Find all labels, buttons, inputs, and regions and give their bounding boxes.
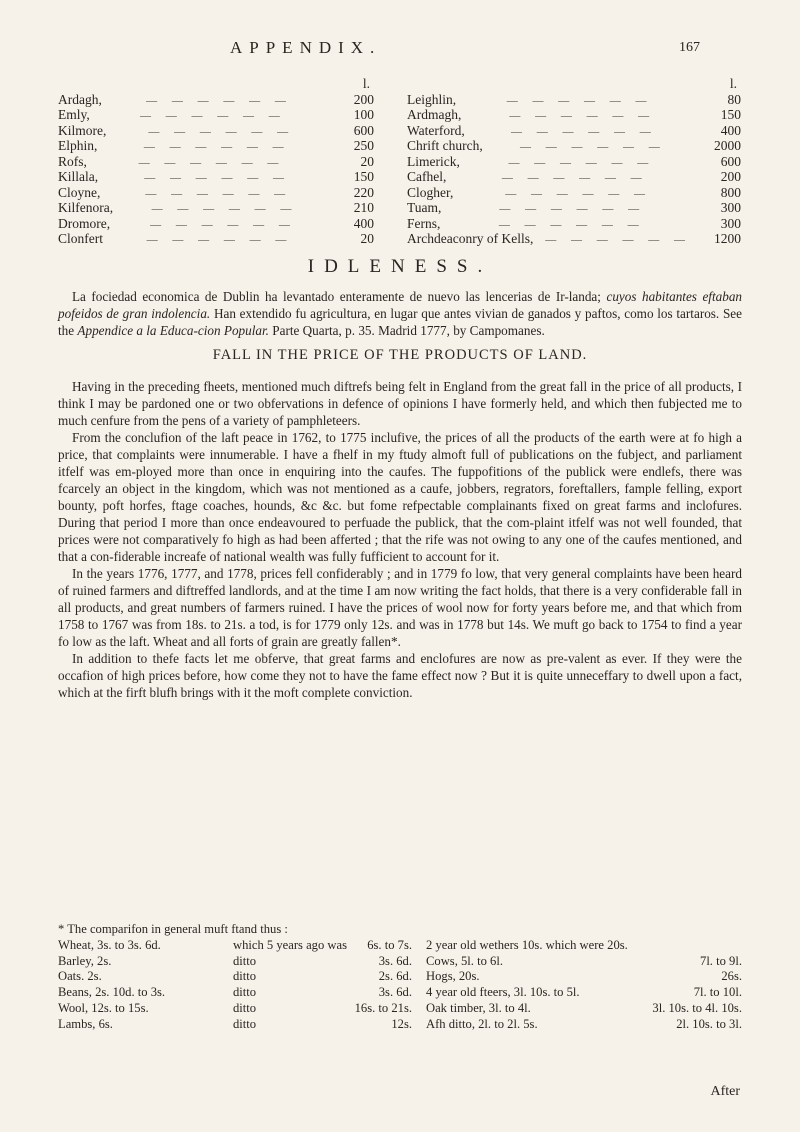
italic-run: Appendice a la Educa-cion Popular. bbox=[77, 323, 269, 338]
paragraph: Having in the preceding fheets, mentioned much diftrefs being felt in England from the great fall in the price of all products, I think I may be pardoned one or two obfervations in defence of opinions I have formerly held, and which then fubjected me to much cenfure from the pens of a variety of pamphleteers. bbox=[58, 379, 742, 428]
amount: 200 bbox=[353, 91, 374, 107]
table-right-column bbox=[407, 76, 741, 247]
amount: 400 bbox=[720, 122, 741, 138]
table-row bbox=[58, 107, 374, 123]
text-run: Han extendido fu agricultura, en lugar que antes vivian de ganados y paftos, como los tartaros. See the bbox=[58, 306, 742, 338]
unit-label: l. bbox=[362, 76, 370, 91]
leader-dashes: — — — — — — bbox=[148, 125, 295, 138]
table-row bbox=[407, 169, 741, 185]
table-row bbox=[407, 138, 741, 154]
paragraph: In addition to thefe facts let me obferve, that great farms and enclofures are now as pre-valent as ever. If they were the occafion of high prices before, how come they not to have the fame effect now ? But it is quite unneceffary to dwell upon a fact, which at the firft blufh brings with it the moft complete conviction. bbox=[58, 651, 742, 700]
footnote-cell: ditto bbox=[233, 953, 257, 968]
footnote-cell: 2s. 6d. bbox=[378, 969, 412, 984]
amount: 200 bbox=[720, 169, 741, 184]
leader-dashes: — — — — — — bbox=[150, 218, 296, 231]
table-row bbox=[407, 92, 741, 108]
footnote-cell: Lambs, 6s. bbox=[58, 1016, 113, 1031]
amount: 2000 bbox=[714, 138, 741, 153]
table-row bbox=[58, 231, 374, 247]
footnote-cell: ditto bbox=[233, 985, 257, 1000]
leader-dashes: — — — — — — bbox=[145, 187, 292, 200]
spanish-paragraph bbox=[58, 288, 742, 339]
footnote-row bbox=[58, 985, 426, 1001]
footnote-cell: 16s. to 21s. bbox=[354, 1000, 412, 1015]
text-run: Parte Quarta, p. 35. Madrid 1777, by Campomanes. bbox=[268, 323, 545, 338]
footnote-cell: 4 year old fteers, 3l. 10s. to 5l. bbox=[426, 985, 580, 1000]
footnote-cell: 3s. 6d. bbox=[378, 985, 412, 1000]
footnote-row bbox=[426, 954, 742, 970]
place-name: Cloyne, bbox=[58, 184, 101, 200]
table-row bbox=[58, 185, 374, 201]
footnote-cell: 2l. 10s. to 3l. bbox=[676, 1016, 742, 1031]
running-title: APPENDIX. bbox=[230, 38, 382, 57]
footnote-row bbox=[426, 985, 742, 1001]
footnote-cell: ditto bbox=[233, 1016, 257, 1031]
footnote-cell: Afh ditto, 2l. to 2l. 5s. bbox=[426, 1016, 538, 1031]
footnote-intro: * The comparifon in general muft ftand thus : bbox=[58, 922, 288, 936]
footnote-row bbox=[58, 938, 426, 954]
footnote-row bbox=[58, 1001, 426, 1017]
footnote-row bbox=[426, 938, 742, 954]
table-rows-right bbox=[407, 92, 741, 247]
amount: 150 bbox=[720, 107, 741, 122]
table-row bbox=[58, 92, 374, 108]
place-name: Waterford, bbox=[407, 122, 465, 138]
footnote-cell: 3s. 6d. bbox=[378, 953, 412, 968]
footnote-cell: 7l. to 9l. bbox=[700, 953, 742, 968]
leader-dashes: — — — — — — bbox=[505, 187, 652, 200]
paragraph: From the conclufion of the laft peace in 1762, to 1775 inclufive, the prices of all the products of the earth were at fo high a price, that complaints were innumerable. I have a fhelf in my ftudy almoft full of publications on the fubject, and parliament itfelf was em-ployed more than once in enquiring into the caufes. The fuppofitions of the publick were endlefs, there was fcarcely an object in the kingdom, which was not mentioned as a caufe, jobbers, regrators, foreftallers, fample felling, export bounty, poft horfes, ftage coaches, hounds, &c &c. but fome refpectable complainants fixed on great farms and inclofures. During that period I more than once endeavoured to perfuade the publick, that the com-plaint itfelf was not well founded, that prices were not comparatively fo high as had been afferted ; that the rife was not owing to any one of the caufes mentioned, and that a con-fiderable increafe of national wealth was fully fufficient to account for it. bbox=[58, 430, 742, 564]
table-row bbox=[407, 107, 741, 123]
amount: 1200 bbox=[714, 231, 741, 246]
catchword: After bbox=[710, 1084, 740, 1099]
footnote-cell: 6s. to 7s. bbox=[367, 937, 412, 952]
amount: 100 bbox=[353, 107, 374, 122]
place-name: Elphin, bbox=[58, 138, 98, 153]
place-name: Chrift church, bbox=[407, 138, 483, 153]
table-row bbox=[58, 154, 374, 170]
footnote-cell: 2 year old wethers 10s. which were 20s. bbox=[426, 937, 628, 952]
footnote-cell: 3l. 10s. to 4l. 10s. bbox=[652, 1000, 742, 1015]
place-name: Killala, bbox=[58, 169, 99, 184]
place-name: Ardagh, bbox=[58, 91, 102, 107]
amount: 400 bbox=[353, 215, 374, 231]
footnote-cell: 7l. to 10l. bbox=[693, 985, 742, 1000]
amount: 300 bbox=[720, 215, 741, 231]
leader-dashes: — — — — — — bbox=[498, 218, 645, 231]
footnote-cell: Wheat, 3s. to 3s. 6d. bbox=[58, 937, 161, 952]
footnote-cell: Cows, 5l. to 6l. bbox=[426, 953, 503, 968]
place-name: Dromore, bbox=[58, 215, 111, 231]
leader-dashes: — — — — — — bbox=[143, 141, 290, 153]
amount: 20 bbox=[360, 231, 374, 246]
leader-dashes: — — — — — — bbox=[138, 156, 285, 169]
table-row bbox=[407, 200, 741, 216]
footnote-cell: Wool, 12s. to 15s. bbox=[58, 1000, 149, 1015]
footnote-cell: ditto bbox=[233, 1000, 257, 1015]
leader-dashes: — — — — — — bbox=[144, 172, 290, 184]
text-run: La fociedad economica de Dublin ha levantado enteramente de nuevo las lencerias de Ir-landa; bbox=[72, 289, 607, 304]
footnote-cell bbox=[641, 938, 742, 954]
footnote-row bbox=[426, 969, 742, 985]
section-heading: FALL IN THE PRICE OF THE PRODUCTS OF LAND. bbox=[212, 347, 588, 363]
place-name: Archdeaconry of Kells, bbox=[407, 231, 534, 246]
footnote bbox=[58, 922, 742, 1033]
leader-dashes: — — — — — — bbox=[151, 203, 298, 215]
place-name: Ardmagh, bbox=[407, 107, 462, 122]
leader-dashes: — — — — — — bbox=[506, 94, 653, 107]
table-row bbox=[407, 154, 741, 170]
table-row bbox=[58, 123, 374, 139]
place-name: Cafhel, bbox=[407, 169, 447, 184]
leader-dashes: — — — — — — bbox=[146, 94, 292, 107]
place-name: Ferns, bbox=[407, 215, 441, 231]
leader-dashes: — — — — — — bbox=[545, 234, 692, 246]
footnote-row bbox=[58, 1017, 426, 1033]
footnote-cell: 12s. bbox=[391, 1016, 412, 1031]
footnote-cell: 26s. bbox=[721, 969, 742, 984]
table-row bbox=[407, 123, 741, 139]
amount: 600 bbox=[720, 153, 741, 169]
footnote-cell: which 5 years ago was bbox=[233, 937, 348, 952]
leader-dashes: — — — — — — bbox=[511, 125, 657, 138]
leader-dashes: — — — — — — bbox=[508, 156, 655, 169]
place-name: Kilfenora, bbox=[58, 200, 114, 215]
amount: 800 bbox=[720, 184, 741, 200]
amount: 210 bbox=[353, 200, 374, 215]
amount: 250 bbox=[353, 138, 374, 153]
table-row bbox=[58, 216, 374, 232]
place-name: Kilmore, bbox=[58, 122, 107, 138]
amount: 80 bbox=[727, 91, 741, 107]
place-name: Rofs, bbox=[58, 153, 87, 169]
table-rows-left bbox=[58, 92, 374, 247]
running-head bbox=[230, 38, 700, 58]
amount: 20 bbox=[360, 153, 374, 169]
place-name: Tuam, bbox=[407, 200, 442, 215]
table-row bbox=[58, 138, 374, 154]
place-name: Emly, bbox=[58, 107, 90, 122]
italic-run: cuyos habitantes eftaban pofeidos de gran indolencia. bbox=[58, 289, 743, 321]
footnote-cell: Barley, 2s. bbox=[58, 953, 112, 968]
leader-dashes: — — — — — — bbox=[140, 110, 286, 122]
footnote-right bbox=[426, 938, 742, 1033]
main-text bbox=[58, 378, 742, 701]
amount: 300 bbox=[720, 200, 741, 215]
footnote-cell: Oak timber, 3l. to 4l. bbox=[426, 1000, 531, 1015]
amount: 150 bbox=[353, 169, 374, 184]
table-row bbox=[407, 231, 741, 247]
table-row bbox=[58, 200, 374, 216]
leader-dashes: — — — — — — bbox=[519, 141, 666, 153]
table-left-column bbox=[58, 76, 374, 247]
leader-dashes: — — — — — — bbox=[146, 234, 293, 246]
footnote-cell: Oats. 2s. bbox=[58, 969, 102, 984]
footnote-row bbox=[58, 954, 426, 970]
footnote-row bbox=[426, 1001, 742, 1017]
footnote-left bbox=[58, 938, 426, 1033]
place-name: Limerick, bbox=[407, 153, 460, 169]
table-row bbox=[58, 169, 374, 185]
unit-label: l. bbox=[729, 76, 737, 91]
place-name: Leighlin, bbox=[407, 91, 457, 107]
footnote-table bbox=[58, 938, 742, 1033]
paragraph: In the years 1776, 1777, and 1778, prices fell confiderably ; and in 1779 fo low, that very general complaints have been heard of ruined farmers and diftreffed landlords, and at the time I am now writing the fact holds, that there is a very confiderable fall in all products, and great numbers of farmers ruined. I have the prices of wool now for forty years before me, and that which from 1758 to 1767 was from 18s. to 21s. a tod, is for 1779 only 12s. and was in 1778 but 14s. We muft go back to 1754 to find a year fo low as the laft. Wheat and all forts of grain are greatly fallen*. bbox=[58, 566, 742, 649]
table-row bbox=[407, 185, 741, 201]
amount: 220 bbox=[353, 184, 374, 200]
footnote-row bbox=[426, 1017, 742, 1033]
leader-dashes: — — — — — — bbox=[509, 110, 656, 122]
amount: 600 bbox=[353, 122, 374, 138]
place-name: Clonfert bbox=[58, 231, 103, 246]
leader-dashes: — — — — — — bbox=[501, 172, 648, 184]
section-title: IDLENESS. bbox=[307, 256, 493, 277]
footnote-row bbox=[58, 969, 426, 985]
footnote-cell: Beans, 2s. 10d. to 3s. bbox=[58, 985, 166, 1000]
page-number: 167 bbox=[679, 40, 700, 55]
footnote-cell: ditto bbox=[233, 969, 257, 984]
leader-dashes: — — — — — — bbox=[499, 203, 646, 215]
place-name: Clogher, bbox=[407, 184, 454, 200]
table-row bbox=[407, 216, 741, 232]
footnote-cell: Hogs, 20s. bbox=[426, 969, 480, 984]
